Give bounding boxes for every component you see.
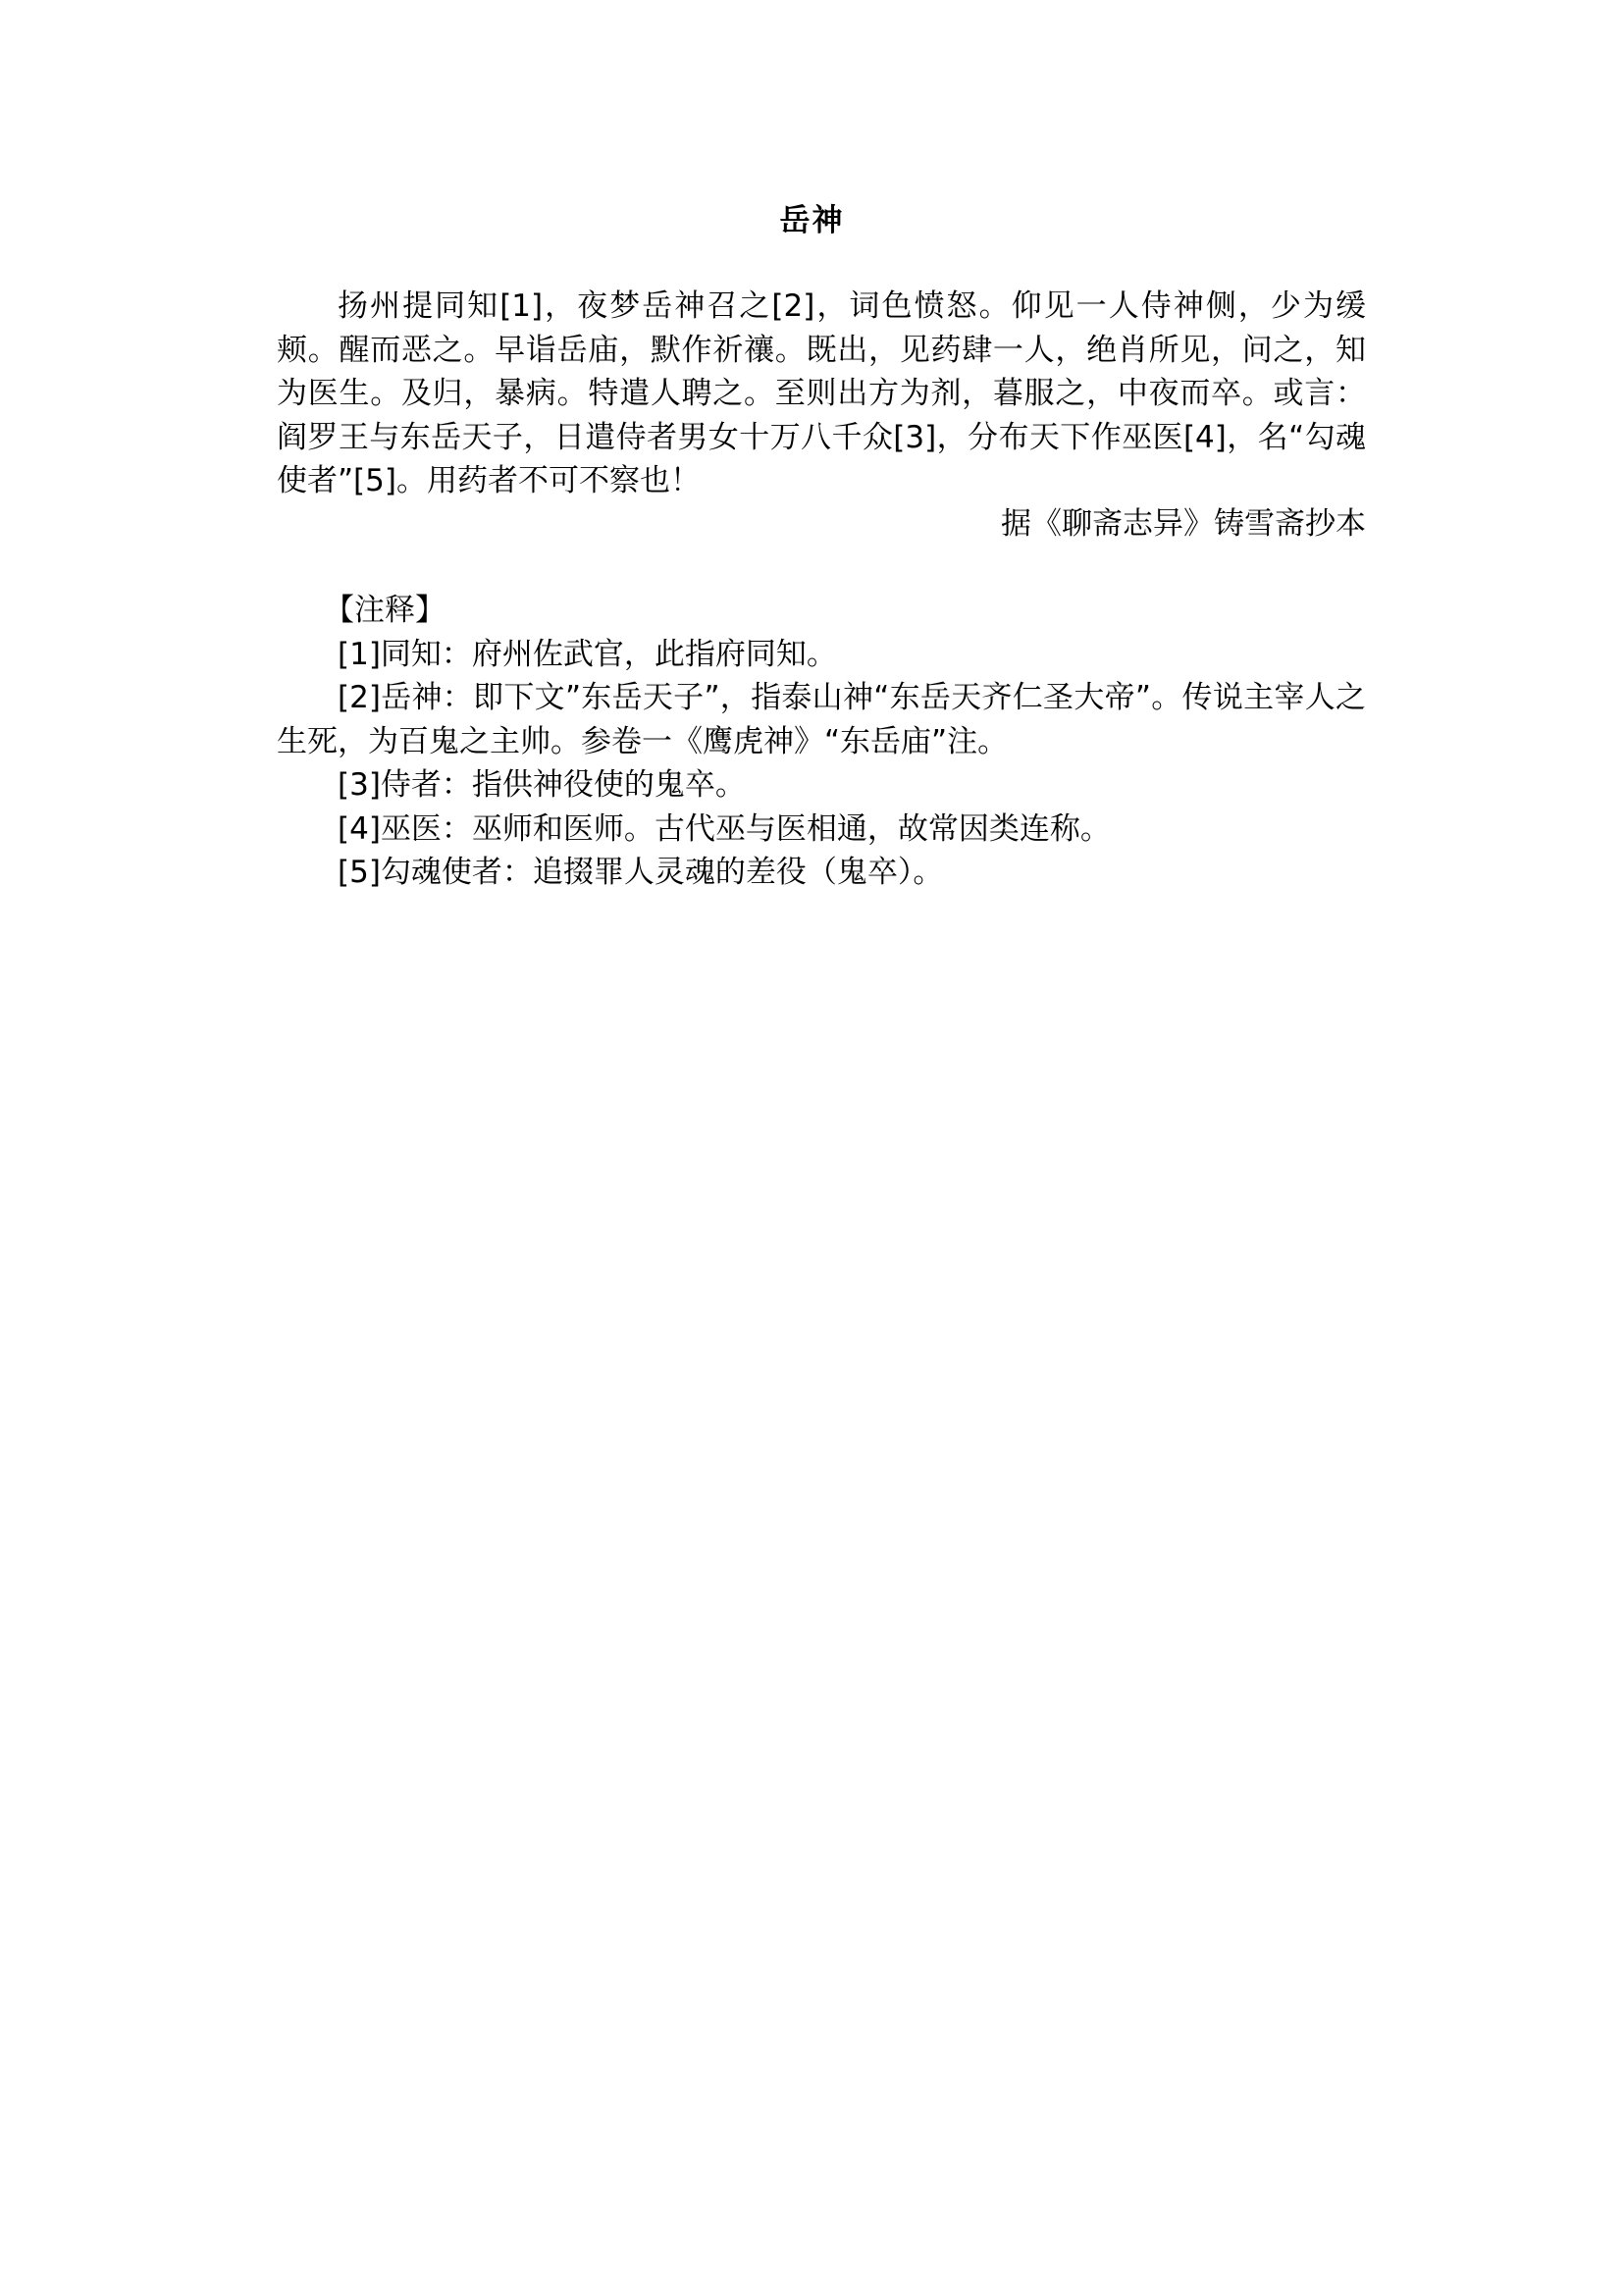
notes-heading: 【注释】: [324, 593, 445, 628]
note-item: [4]巫医：巫师和医师。古代巫与医相通，故常因类连称。: [338, 810, 1111, 847]
note-item: [1]同知：府州佐武官，此指府同知。: [338, 636, 837, 672]
notes-section: [277, 589, 1366, 895]
note-item: [2]岳神：即下文”东岳天子”，指泰山神“东岳天齐仁圣大帝”。传说主宰人之生死，为百鬼之主帅。参卷一《鹰虎神》“东岳庙”注。: [277, 680, 1366, 759]
source-attribution: 据《聊斋志异》铸雪斋抄本: [1001, 506, 1366, 542]
document-title: 岳神: [779, 203, 845, 238]
note-item: [5]勾魂使者：追掇罪人灵魂的差役（鬼卒）。: [338, 855, 944, 890]
story-paragraph: 扬州提同知[1]，夜梦岳神召之[2]，词色愤怒。仰见一人侍神侧，少为缓颊。醒而恶之。早诣岳庙，默作祈禳。既出，见药肆一人，绝肖所见，问之，知为医生。及归，暴病。特遣人聘之。至则出方为剂，暮服之，中夜而卒。或言：阎罗王与东岳天子，日遣侍者男女十万八千众[3]，分布天下作巫医[4]，名“勾魂使者”[5]。用药者不可不察也！: [277, 288, 1366, 498]
note-item: [3]侍者：指供神役使的鬼卒。: [338, 767, 746, 803]
